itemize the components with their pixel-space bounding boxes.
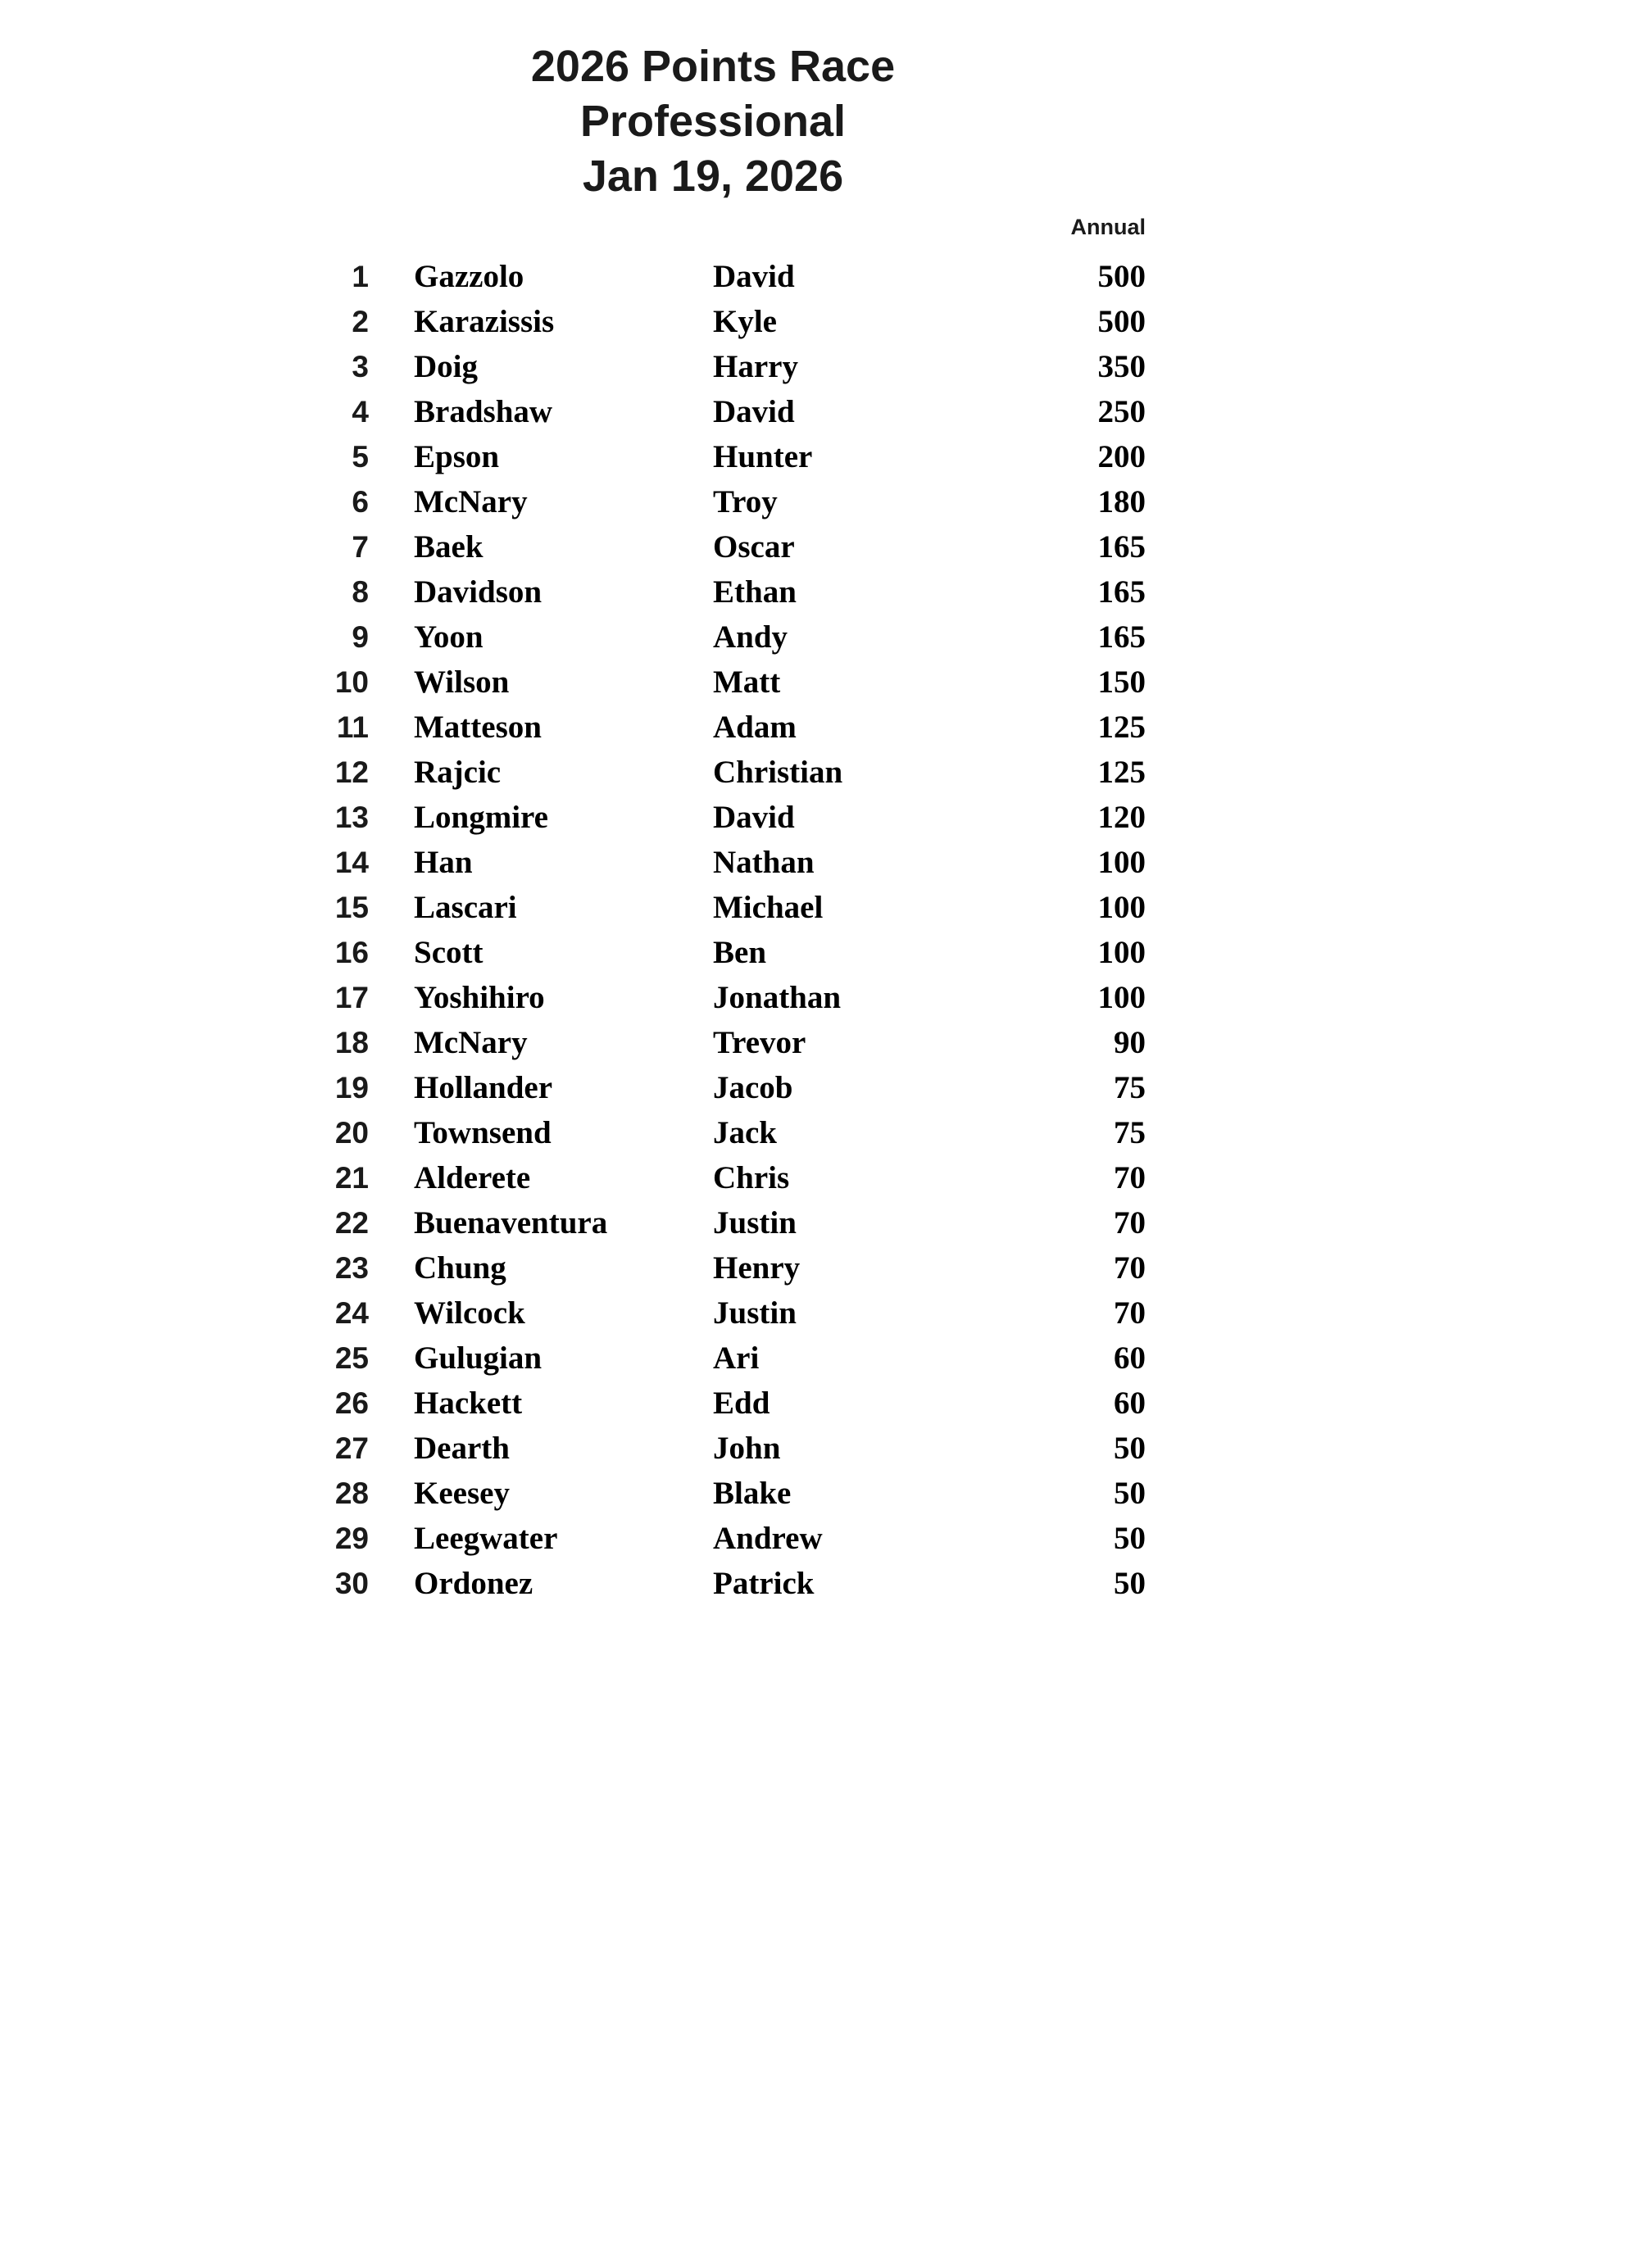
first-name-cell: Jacob xyxy=(713,1070,793,1105)
points-cell: 75 xyxy=(1114,1115,1146,1150)
table-row xyxy=(0,1245,1229,1290)
rank-cell: 26 xyxy=(334,1386,369,1420)
last-name-cell: Chung xyxy=(414,1250,506,1286)
first-name-cell: Oscar xyxy=(713,529,795,565)
table-row xyxy=(0,254,1229,299)
table-row xyxy=(0,1200,1229,1245)
rank-cell: 3 xyxy=(352,349,369,383)
last-name-cell: Bradshaw xyxy=(414,394,553,429)
points-cell: 50 xyxy=(1114,1521,1146,1556)
first-name-cell: Ethan xyxy=(713,574,797,610)
page-title xyxy=(0,39,1426,204)
last-name-cell: Ordonez xyxy=(414,1566,533,1601)
points-cell: 150 xyxy=(1097,665,1146,700)
last-name-cell: Rajcic xyxy=(414,755,502,790)
table-row xyxy=(0,1336,1229,1381)
last-name-cell: Matteson xyxy=(414,710,542,745)
table-row xyxy=(0,660,1229,705)
first-name-cell: Christian xyxy=(713,755,843,790)
page-title-line3: Jan 19, 2026 xyxy=(582,152,844,201)
last-name-cell: Yoshihiro xyxy=(414,980,545,1015)
first-name-cell: Patrick xyxy=(713,1566,815,1601)
points-cell: 60 xyxy=(1114,1386,1146,1421)
table-row xyxy=(0,569,1229,615)
points-cell: 165 xyxy=(1097,619,1146,655)
rank-cell: 6 xyxy=(352,484,369,519)
points-cell: 250 xyxy=(1097,394,1146,429)
points-cell: 75 xyxy=(1114,1070,1146,1105)
rank-cell: 15 xyxy=(334,890,369,924)
first-name-cell: Jonathan xyxy=(713,980,842,1015)
rank-cell: 8 xyxy=(352,574,369,609)
points-cell: 50 xyxy=(1114,1476,1146,1511)
first-name-cell: Ari xyxy=(713,1340,760,1376)
table-row xyxy=(0,1381,1229,1426)
last-name-cell: McNary xyxy=(414,1025,528,1060)
points-cell: 90 xyxy=(1114,1025,1146,1060)
points-cell: 100 xyxy=(1097,845,1146,880)
rank-cell: 24 xyxy=(334,1295,369,1330)
points-cell: 70 xyxy=(1114,1205,1146,1241)
first-name-cell: Andrew xyxy=(713,1521,823,1556)
first-name-cell: Harry xyxy=(713,349,798,384)
last-name-cell: Leegwater xyxy=(414,1521,558,1556)
table-row xyxy=(0,1155,1229,1200)
points-cell: 100 xyxy=(1097,935,1146,970)
first-name-cell: Blake xyxy=(713,1476,792,1511)
first-name-cell: Hunter xyxy=(713,439,813,474)
rank-cell: 10 xyxy=(334,665,369,699)
table-row xyxy=(0,750,1229,795)
table-row xyxy=(0,1110,1229,1155)
last-name-cell: Baek xyxy=(414,529,484,565)
rank-cell: 9 xyxy=(352,619,369,654)
points-cell: 125 xyxy=(1097,755,1146,790)
rank-cell: 4 xyxy=(352,394,369,429)
first-name-cell: Edd xyxy=(713,1386,770,1421)
first-name-cell: David xyxy=(713,394,795,429)
rank-cell: 21 xyxy=(334,1160,369,1195)
table-row xyxy=(0,1561,1229,1606)
last-name-cell: Karazissis xyxy=(414,304,555,339)
first-name-cell: Chris xyxy=(713,1160,790,1195)
page-title-line1: 2026 Points Race xyxy=(530,42,896,91)
first-name-cell: Justin xyxy=(713,1295,797,1331)
last-name-cell: Alderete xyxy=(414,1160,531,1195)
last-name-cell: Hollander xyxy=(414,1070,553,1105)
rank-cell: 16 xyxy=(334,935,369,969)
rank-cell: 30 xyxy=(334,1566,369,1600)
last-name-cell: Yoon xyxy=(414,619,484,655)
points-cell: 500 xyxy=(1097,259,1146,294)
points-cell: 70 xyxy=(1114,1160,1146,1195)
points-cell: 165 xyxy=(1097,574,1146,610)
last-name-cell: Han xyxy=(414,845,473,880)
table-row xyxy=(0,705,1229,750)
points-cell: 180 xyxy=(1097,484,1146,519)
table-row xyxy=(0,1020,1229,1065)
last-name-cell: Longmire xyxy=(414,800,548,835)
points-cell: 70 xyxy=(1114,1250,1146,1286)
last-name-cell: Dearth xyxy=(414,1431,510,1466)
first-name-cell: Henry xyxy=(713,1250,801,1286)
table-row xyxy=(0,1516,1229,1561)
table-row xyxy=(0,615,1229,660)
table-row xyxy=(0,1290,1229,1336)
first-name-cell: Kyle xyxy=(713,304,777,339)
last-name-cell: Doig xyxy=(414,349,478,384)
first-name-cell: Matt xyxy=(713,665,781,700)
last-name-cell: Lascari xyxy=(414,890,517,925)
annual-column-header: Annual xyxy=(1070,215,1146,239)
last-name-cell: McNary xyxy=(414,484,528,519)
last-name-cell: Scott xyxy=(414,935,484,970)
table-row xyxy=(0,389,1229,434)
points-cell: 50 xyxy=(1114,1431,1146,1466)
points-cell: 70 xyxy=(1114,1295,1146,1331)
rank-cell: 5 xyxy=(352,439,369,474)
table-row xyxy=(0,1471,1229,1516)
first-name-cell: David xyxy=(713,800,795,835)
table-row xyxy=(0,795,1229,840)
last-name-cell: Epson xyxy=(414,439,500,474)
rank-cell: 25 xyxy=(334,1340,369,1375)
table-row xyxy=(0,434,1229,479)
first-name-cell: Nathan xyxy=(713,845,815,880)
first-name-cell: John xyxy=(713,1431,781,1466)
points-cell: 100 xyxy=(1097,890,1146,925)
last-name-cell: Hackett xyxy=(414,1386,523,1421)
table-row xyxy=(0,1426,1229,1471)
first-name-cell: Michael xyxy=(713,890,824,925)
first-name-cell: Andy xyxy=(713,619,788,655)
table-row xyxy=(0,975,1229,1020)
first-name-cell: Ben xyxy=(713,935,767,970)
last-name-cell: Gazzolo xyxy=(414,259,524,294)
rank-cell: 29 xyxy=(334,1521,369,1555)
table-row xyxy=(0,840,1229,885)
rank-cell: 27 xyxy=(334,1431,369,1465)
table-row xyxy=(0,930,1229,975)
rank-cell: 28 xyxy=(334,1476,369,1510)
points-cell: 125 xyxy=(1097,710,1146,745)
last-name-cell: Wilcock xyxy=(414,1295,525,1331)
rank-cell: 1 xyxy=(352,259,369,293)
points-cell: 100 xyxy=(1097,980,1146,1015)
first-name-cell: Justin xyxy=(713,1205,797,1241)
rank-cell: 7 xyxy=(352,529,369,564)
table-row xyxy=(0,479,1229,524)
last-name-cell: Davidson xyxy=(414,574,543,610)
rank-cell: 18 xyxy=(334,1025,369,1059)
points-cell: 500 xyxy=(1097,304,1146,339)
points-cell: 120 xyxy=(1097,800,1146,835)
table-row xyxy=(0,344,1229,389)
rank-cell: 20 xyxy=(334,1115,369,1150)
first-name-cell: Trevor xyxy=(713,1025,806,1060)
last-name-cell: Buenaventura xyxy=(414,1205,608,1241)
first-name-cell: David xyxy=(713,259,795,294)
last-name-cell: Gulugian xyxy=(414,1340,543,1376)
rank-cell: 13 xyxy=(334,800,369,834)
points-table-body xyxy=(0,254,1229,1606)
page-title-line2: Professional xyxy=(579,97,847,146)
points-cell: 165 xyxy=(1097,529,1146,565)
rank-cell: 19 xyxy=(334,1070,369,1105)
points-cell: 60 xyxy=(1114,1340,1146,1376)
rank-cell: 14 xyxy=(334,845,369,879)
table-row xyxy=(0,299,1229,344)
points-cell: 350 xyxy=(1097,349,1146,384)
last-name-cell: Keesey xyxy=(414,1476,510,1511)
rank-cell: 23 xyxy=(334,1250,369,1285)
first-name-cell: Troy xyxy=(713,484,778,519)
points-cell: 200 xyxy=(1097,439,1146,474)
table-row xyxy=(0,1065,1229,1110)
rank-cell: 2 xyxy=(352,304,369,338)
last-name-cell: Townsend xyxy=(414,1115,552,1150)
rank-cell: 22 xyxy=(334,1205,369,1240)
last-name-cell: Wilson xyxy=(414,665,510,700)
rank-cell: 17 xyxy=(334,980,369,1014)
first-name-cell: Adam xyxy=(713,710,797,745)
points-cell: 50 xyxy=(1114,1566,1146,1601)
first-name-cell: Jack xyxy=(713,1115,777,1150)
table-row xyxy=(0,885,1229,930)
table-row xyxy=(0,524,1229,569)
rank-cell: 11 xyxy=(336,710,369,744)
rank-cell: 12 xyxy=(334,755,369,789)
